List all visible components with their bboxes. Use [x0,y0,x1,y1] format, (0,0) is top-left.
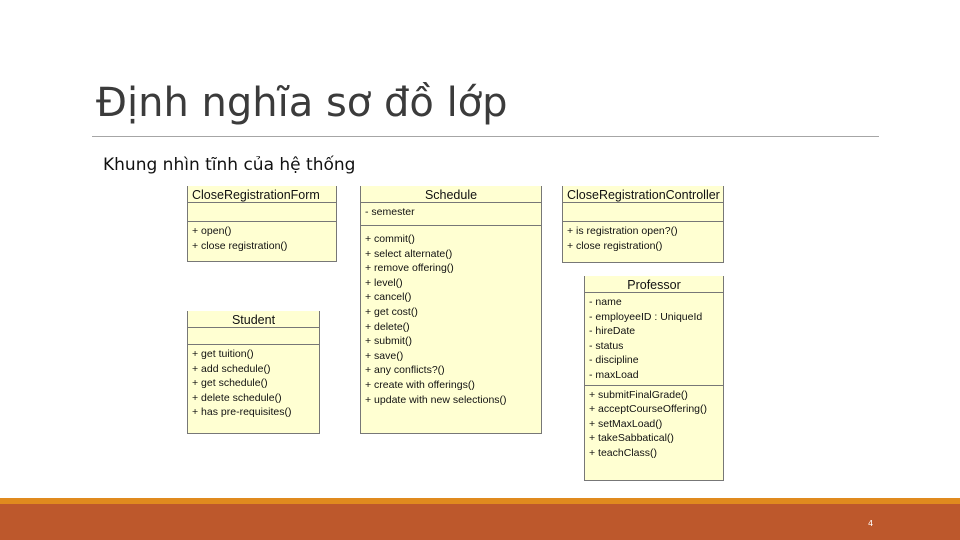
operation: + is registration open?() [567,225,678,237]
operations-section [361,226,541,409]
page-number: 4 [868,519,874,528]
operation: + setMaxLoad() [589,417,663,430]
attributes-section [188,328,319,345]
class-schedule [360,186,542,434]
operation: + get cost() [365,305,418,318]
title-divider [92,136,879,137]
operation: + close registration() [192,239,288,252]
operation: + close registration() [567,239,663,252]
attributes-section [361,203,541,226]
operations-section [188,345,319,422]
operation: + acceptCourseOffering() [589,403,707,416]
attributes-section [188,203,336,222]
attributes-section [563,203,723,222]
operation: + takeSabbatical() [589,432,674,445]
class-name: CloseRegistrationController [563,186,723,203]
operation: + open() [192,225,232,237]
class-name: CloseRegistrationForm [188,186,336,203]
operation: + update with new selections() [365,393,507,406]
footer-bar [0,504,960,540]
operation: + get tuition() [192,348,254,360]
operation: + cancel() [365,291,412,304]
operation: + commit() [365,233,415,245]
attribute: - discipline [589,354,639,367]
operation: + teachClass() [589,446,657,459]
operation: + has pre-requisites() [192,406,292,419]
attribute: - employeeID : UniqueId [589,310,703,323]
operation: + any conflicts?() [365,364,445,377]
attribute: - semester [365,206,415,218]
class-name: Schedule [361,186,541,203]
operation: + submit() [365,335,412,348]
slide-subtitle: Khung nhìn tĩnh của hệ thống [103,155,356,175]
class-professor [584,276,724,481]
operation: + remove offering() [365,262,454,275]
operation: + submitFinalGrade() [589,388,688,401]
class-close-registration-controller [562,186,724,263]
class-close-registration-form [187,186,337,262]
attributes-section [585,293,723,386]
class-name: Student [188,311,319,328]
slide-title: Định nghĩa sơ đồ lớp [96,80,508,126]
attribute: - status [589,339,624,352]
attribute: - name [589,296,622,308]
attribute: - hireDate [589,325,636,338]
operation: + create with offerings() [365,378,475,391]
operation: + delete() [365,320,410,333]
class-student [187,311,320,434]
operation: + level() [365,276,403,289]
operation: + select alternate() [365,247,453,260]
attribute: - maxLoad [589,368,639,381]
operation: + get schedule() [192,377,268,390]
operations-section [563,222,723,255]
operation: + save() [365,349,404,362]
operations-section [188,222,336,255]
class-name: Professor [585,276,723,293]
operation: + add schedule() [192,362,271,375]
operations-section [585,386,723,463]
operation: + delete schedule() [192,391,282,404]
